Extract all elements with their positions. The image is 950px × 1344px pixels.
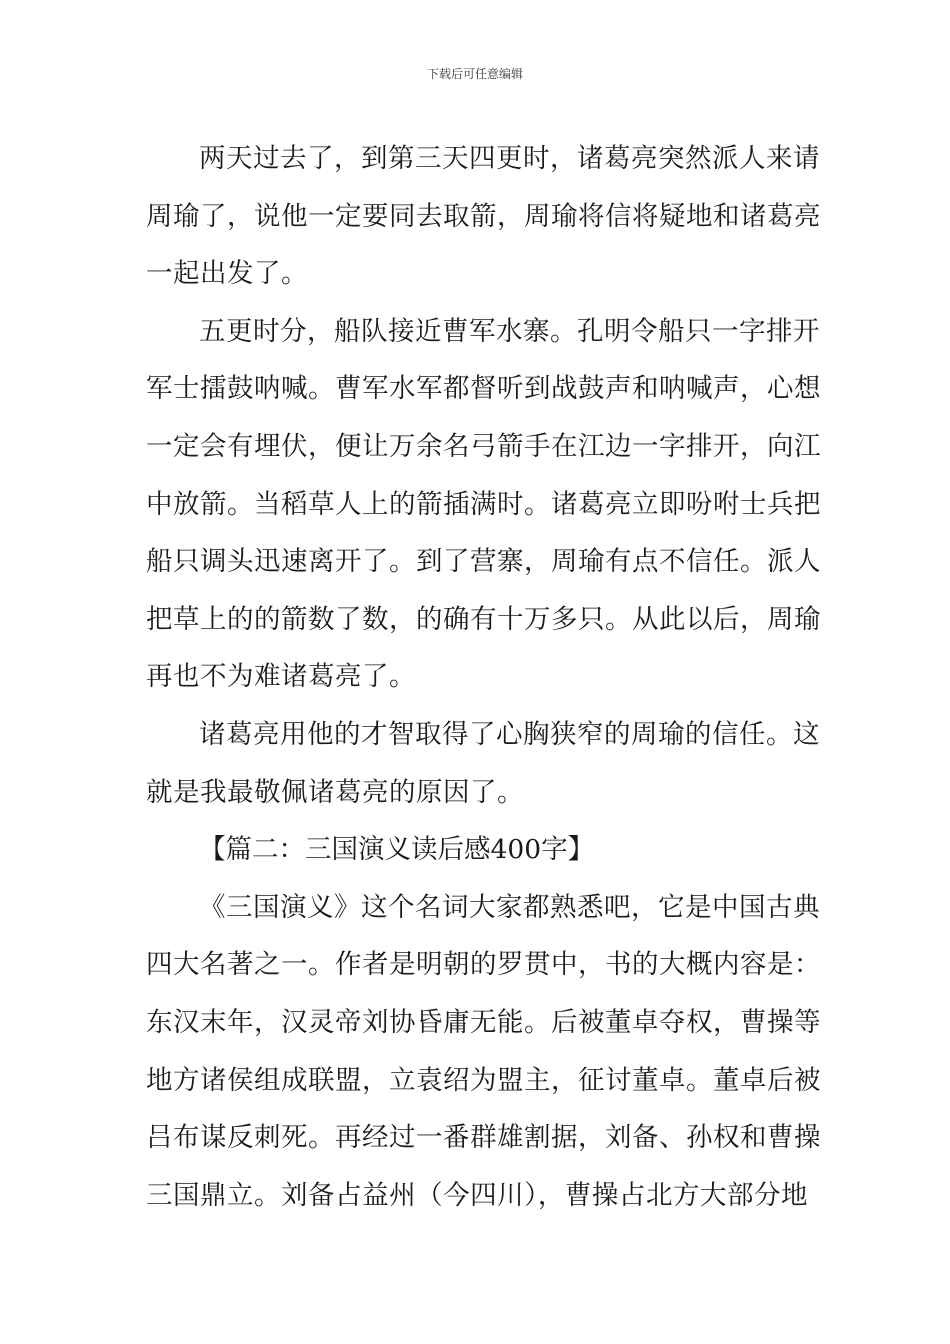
text-line: 船只调头迅速离开了。到了营寨，周瑜有点不信任。派人: [146, 546, 821, 578]
document-body: [146, 130, 821, 1224]
text-line: 诸葛亮用他的才智取得了心胸狭窄的周瑜的信任。这: [199, 718, 820, 750]
text-line: 一起出发了。: [146, 258, 308, 290]
text-line: 中放箭。当稻草人上的箭插满时。诸葛亮立即吩咐士兵把: [146, 488, 821, 520]
text-line: 地方诸侯组成联盟，立袁绍为盟主，征讨董卓。董卓后被: [146, 1064, 821, 1096]
paragraph-2: [146, 303, 821, 706]
text-line: 就是我最敬佩诸葛亮的原因了。: [146, 776, 524, 808]
paragraph-4: [146, 879, 821, 1225]
text-line: 把草上的的箭数了数，的确有十万多只。从此以后，周瑜: [146, 603, 821, 635]
text-line: 《三国演义》这个名词大家都熟悉吧，它是中国古典: [199, 891, 820, 923]
text-line: 再也不为难诸葛亮了。: [146, 661, 416, 693]
text-line: 两天过去了，到第三天四更时，诸葛亮突然派人来请: [199, 143, 820, 174]
section-heading: 【篇二：三国演义读后感400字】: [199, 834, 595, 866]
page-header: 下载后可任意编辑: [426, 67, 523, 81]
text-line: 东汉末年，汉灵帝刘协昏庸无能。后被董卓夺权，曹操等: [146, 1006, 821, 1038]
paragraph-1: [146, 130, 821, 303]
text-line: 军士擂鼓呐喊。曹军水军都督听到战鼓声和呐喊声，心想: [146, 373, 821, 405]
text-line: 五更时分，船队接近曹军水寨。孔明令船只一字排开: [199, 315, 820, 347]
text-line: 一定会有埋伏，便让万余名弓箭手在江边一字排开，向江: [146, 430, 821, 462]
text-line: 四大名著之一。作者是明朝的罗贯中，书的大概内容是：: [146, 949, 821, 981]
text-line: 三国鼎立。刘备占益州（今四川），曹操占北方大部分地: [146, 1179, 808, 1211]
text-line: 吕布谋反刺死。再经过一番群雄割据，刘备、孙权和曹操: [146, 1122, 821, 1154]
paragraph-3: [146, 706, 820, 821]
text-line: 周瑜了，说他一定要同去取箭，周瑜将信将疑地和诸葛亮: [146, 200, 821, 232]
